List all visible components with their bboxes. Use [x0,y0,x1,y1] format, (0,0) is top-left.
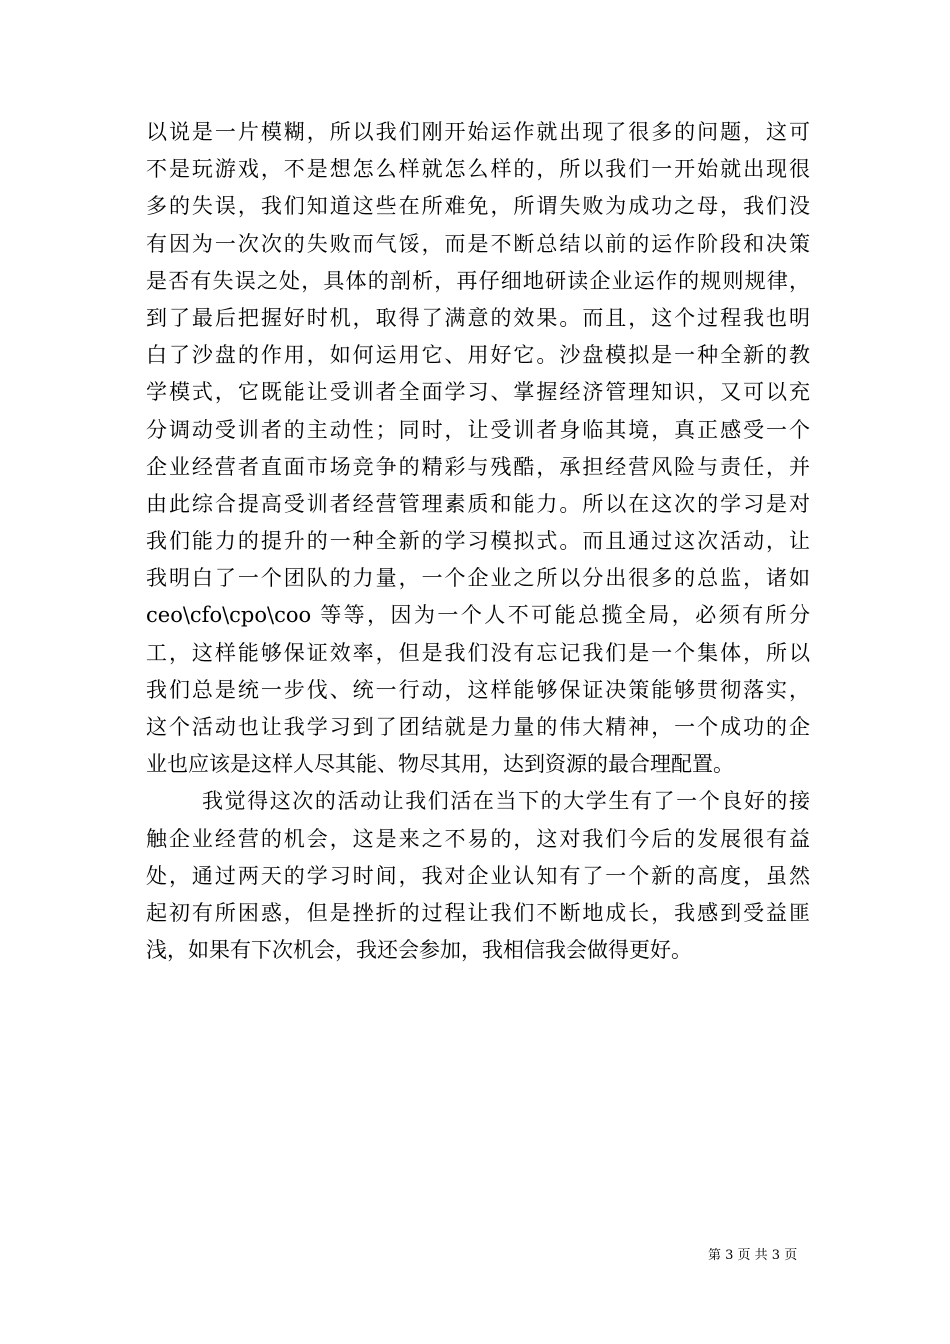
paragraph-1-line: 由此综合提高受训者经营管理素质和能力。所以在这次的学习是对 [146,491,810,516]
paragraph-2-line: 我觉得这次的活动让我们活在当下的大学生有了一个良好的接 [202,789,810,814]
paragraph-1-line: 我明白了一个团队的力量，一个企业之所以分出很多的总监，诸如 [146,566,810,591]
paragraph-2-line: 触企业经营的机会，这是来之不易的，这对我们今后的发展很有益 [146,826,810,851]
paragraph-2-line: 起初有所困惑，但是挫折的过程让我们不断地成长，我感到受益匪 [146,900,810,925]
paragraph-1-line: 分调动受训者的主动性；同时，让受训者身临其境，真正感受一个 [146,417,810,442]
paragraph-1-line: 我们能力的提升的一种全新的学习模拟式。而且通过这次活动，让 [146,529,810,554]
paragraph-1-line: ceo\cfo\cpo\coo 等等，因为一个人不可能总揽全局，必须有所分 [146,603,810,628]
paragraph-1-line: 工，这样能够保证效率，但是我们没有忘记我们是一个集体，所以 [146,640,810,665]
paragraph-1-line: 不是玩游戏，不是想怎么样就怎么样的，所以我们一开始就出现很 [146,157,810,182]
paragraph-1-line: 白了沙盘的作用，如何运用它、用好它。沙盘模拟是一种全新的教 [146,343,810,368]
paragraph-1-line: 这个活动也让我学习到了团结就是力量的伟大精神，一个成功的企 [146,715,810,739]
paragraph-2-line: 处，通过两天的学习时间，我对企业认知有了一个新的高度，虽然 [146,863,810,888]
paragraph-1-line: 到了最后把握好时机，取得了满意的效果。而且，这个过程我也明 [146,305,810,330]
body-text [146,114,810,969]
paragraph-1-line: 是否有失误之处，具体的剖析，再仔细地研读企业运作的规则规律， [146,268,810,293]
paragraph-1-line: 企业经营者直面市场竞争的精彩与残酷，承担经营风险与责任，并 [146,454,810,479]
paragraph-1-line: 有因为一次次的失败而气馁，而是不断总结以前的运作阶段和决策 [146,231,810,256]
paragraph-1-line: 业也应该是这样人尽其能、物尽其用，达到资源的最合理配置。 [146,752,734,777]
paragraph-2-line: 浅，如果有下次机会，我还会参加，我相信我会做得更好。 [146,938,692,963]
paragraph-1-line: 我们总是统一步伐、统一行动，这样能够保证决策能够贯彻落实， [146,677,810,702]
page-number-footer: 第 3 页 共 3 页 [708,1248,798,1263]
paragraph-1-line: 多的失误，我们知道这些在所难免，所谓失败为成功之母，我们没 [146,194,810,219]
paragraph-1-line: 学模式，它既能让受训者全面学习、掌握经济管理知识，又可以充 [146,380,810,405]
paragraph-1-line: 以说是一片模糊，所以我们刚开始运作就出现了很多的问题，这可 [146,120,810,144]
